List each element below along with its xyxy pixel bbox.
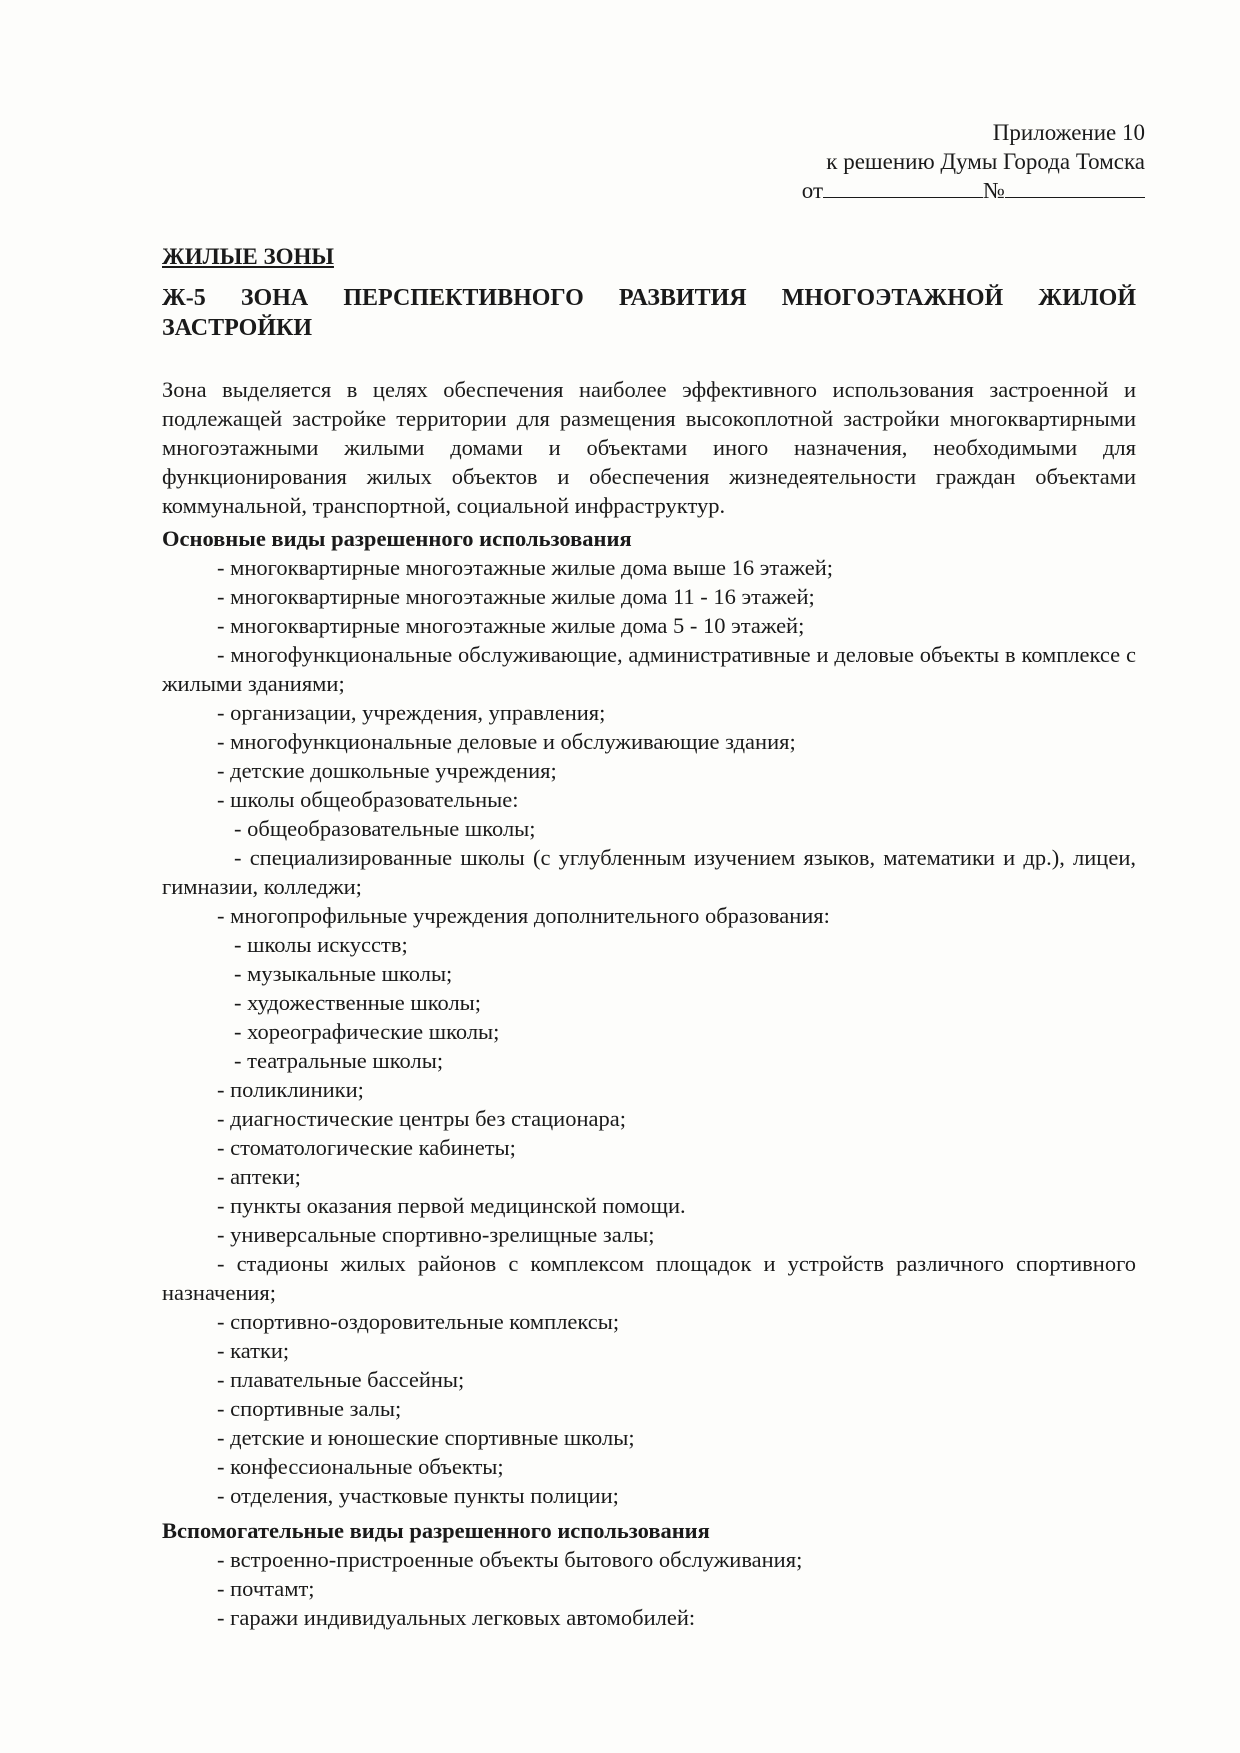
list-item: - спортивно-оздоровительные комплексы; bbox=[217, 1309, 620, 1334]
list-item: - многоквартирные многоэтажные жилые дома выше 16 этажей; bbox=[217, 555, 834, 580]
list-item: - детские и юношеские спортивные школы; bbox=[217, 1425, 635, 1450]
list-item: - общеобразовательные школы; bbox=[234, 816, 536, 841]
list-item: - многофункциональные обслуживающие, административные и деловые объекты в комплексе с жилыми зданиями; bbox=[162, 642, 1136, 696]
date-blank bbox=[823, 177, 983, 198]
list-item: - гаражи индивидуальных легковых автомобилей: bbox=[217, 1605, 696, 1630]
list-item: - универсальные спортивно-зрелищные залы; bbox=[217, 1222, 655, 1247]
number-blank bbox=[1005, 177, 1145, 198]
list-item: - детские дошкольные учреждения; bbox=[217, 758, 557, 783]
list-item: - школы общеобразовательные: bbox=[217, 787, 519, 812]
list-item: - плавательные бассейны; bbox=[217, 1367, 465, 1392]
zone-title: Ж-5 ЗОНА ПЕРСПЕКТИВНОГО РАЗВИТИЯ МНОГОЭТАЖНОЙ ЖИЛОЙ ЗАСТРОЙКИ bbox=[162, 285, 1136, 341]
list-item: - отделения, участковые пункты полиции; bbox=[217, 1483, 619, 1508]
list-item: - художественные школы; bbox=[234, 990, 482, 1015]
list-item: - организации, учреждения, управления; bbox=[217, 700, 606, 725]
list-item: - поликлиники; bbox=[217, 1077, 364, 1102]
list-item: - катки; bbox=[217, 1338, 290, 1363]
main-uses-heading: Основные виды разрешенного использования bbox=[162, 526, 632, 551]
list-item: - стоматологические кабинеты; bbox=[217, 1135, 516, 1160]
list-item: - специализированные школы (с углубленным изучением языков, математики и др.), лицеи, гимназии, колледжи; bbox=[162, 845, 1136, 899]
zone-description: Зона выделяется в целях обеспечения наиболее эффективного использования застроенной и подлежащей застройке территории для размещения высокоплотной застройки многоквартирными многоэтажными жилыми домами и объектами иного назначения, необходимыми для функционирования жилых объектов и обеспечения жизнедеятельности граждан объектами коммунальной, транспортной, социальной инфраструктур. bbox=[162, 377, 1136, 518]
list-item: - встроенно-пристроенные объекты бытового обслуживания; bbox=[217, 1547, 803, 1572]
appendix-number: Приложение 10 bbox=[992, 120, 1145, 145]
document-content bbox=[162, 242, 1136, 1632]
list-item: - хореографические школы; bbox=[234, 1019, 500, 1044]
aux-uses-list bbox=[162, 1545, 1136, 1632]
list-item: - конфессиональные объекты; bbox=[217, 1454, 504, 1479]
zones-heading: ЖИЛЫЕ ЗОНЫ bbox=[162, 244, 334, 269]
date-prefix: от bbox=[801, 178, 824, 203]
list-item: - диагностические центры без стационара; bbox=[217, 1106, 626, 1131]
appendix-decision: к решению Думы Города Томска bbox=[826, 149, 1145, 174]
list-item: - многоквартирные многоэтажные жилые дома 5 - 10 этажей; bbox=[217, 613, 805, 638]
list-item: - стадионы жилых районов с комплексом площадок и устройств различного спортивного назначения; bbox=[162, 1251, 1136, 1305]
list-item: - многофункциональные деловые и обслуживающие здания; bbox=[217, 729, 796, 754]
number-prefix: № bbox=[983, 178, 1005, 203]
list-item: - аптеки; bbox=[217, 1164, 301, 1189]
list-item: - школы искусств; bbox=[234, 932, 408, 957]
appendix-block bbox=[802, 118, 1145, 205]
list-item: - спортивные залы; bbox=[217, 1396, 402, 1421]
main-uses-list bbox=[162, 553, 1136, 1510]
appendix-date-number-line bbox=[802, 176, 1145, 205]
aux-uses-heading: Вспомогательные виды разрешенного использования bbox=[162, 1518, 710, 1543]
list-item: - многоквартирные многоэтажные жилые дома 11 - 16 этажей; bbox=[217, 584, 815, 609]
list-item: - почтамт; bbox=[217, 1576, 315, 1601]
list-item: - театральные школы; bbox=[234, 1048, 444, 1073]
list-item: - многопрофильные учреждения дополнительного образования: bbox=[217, 903, 830, 928]
list-item: - пункты оказания первой медицинской помощи. bbox=[217, 1193, 686, 1218]
list-item: - музыкальные школы; bbox=[234, 961, 453, 986]
